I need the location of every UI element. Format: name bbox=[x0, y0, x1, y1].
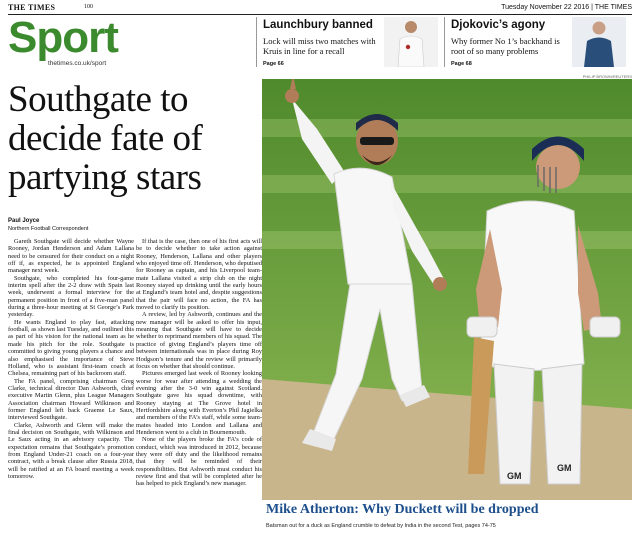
svg-text:GM: GM bbox=[557, 463, 572, 473]
paragraph: Southgate, who completed his four-game interim spell after the 2-2 draw with Spain last week, underwent a formal interview for the permanent position in front of a five-man panel during a three-hour meeting at St George’s Park yesterday. bbox=[8, 274, 134, 319]
cricket-photo bbox=[262, 79, 632, 500]
teaser-djokovic bbox=[444, 17, 632, 67]
teaser-text: Lock will miss two matches with Kruis in line for a recall bbox=[263, 36, 376, 56]
teaser-launchbury bbox=[256, 17, 444, 67]
page-number: 100 bbox=[84, 4, 93, 10]
paragraph: He wants England to play fast, attacking football, as shown last Tuesday, and outlined this as part of his vision for the national team as he made his pitch for the role. Southgate is committed to giving young players a chance and also emphasised the importance of Steve Holland, who is assistant first-team coach at Chelsea, remaining part of his backroom staff. bbox=[8, 318, 134, 378]
byline: Paul Joyce bbox=[8, 218, 40, 224]
paragraph: Pictures emerged last week of Rooney looking worse for wear after attending a wedding the evening after the 3-0 win against Scotland. Southgate gave his squad downtime, with Rooney staying at The Grove hotel in Hertfordshire along with Everton’s Phil Jagielka and members of the FA’s staff, while some team-mates headed into London and Lallana and Henderson went to a club in Bournemouth. bbox=[136, 370, 262, 436]
photo-caption-title: Mike Atherton: Why Duckett will be dropped bbox=[266, 502, 539, 517]
paragraph: None of the players broke the FA’s code of conduct, which was introduced in 2012, because they were off duty and the likelihood remains that they will be reminded of their responsibilities. But Ashworth must conduct his review first and that will be completed after he has helped to pick England’s new manager. bbox=[136, 436, 262, 488]
teaser-title: Launchbury banned bbox=[263, 19, 373, 31]
paragraph: Clarke, Ashworth and Glenn will make the final decision on Southgate, with Wilkinson and Le Saux acting in an advisory capacity. The expectation remains that Southgate’s promotion from England Under-21 coach on a four-year contract, with a break clause after Russia 2018, will be ratified at an FA board meeting a week tomorrow. bbox=[8, 421, 134, 480]
rugby-player-photo bbox=[384, 17, 438, 67]
teaser-text: Why former No 1’s backhand is root of so many problems bbox=[451, 36, 560, 56]
article-headline: Southgate to decide fate of partying stars bbox=[8, 79, 203, 198]
teaser-title: Djokovic’s agony bbox=[451, 19, 546, 31]
teaser-page: Page 68 bbox=[451, 61, 472, 67]
teaser-page: Page 66 bbox=[263, 61, 284, 67]
paragraph: A review, led by Ashworth, continues and the new manager will be asked to offer his input, meaning that Southgate will have to decide whether to reprimand members of his squad. The practice of giving England’s players time off between internationals was in place during Roy Hodgson’s tenure and the review will primarily focus on whether that should continue. bbox=[136, 311, 262, 370]
paragraph: If that is the case, then one of his first acts will be to decide whether to take action against Rooney, Henderson, Lallana and other players who enjoyed time off. Henderson, who deputised for Rooney as captain, and his Liverpool team-mate Lallana visited a strip club on the night Rooney stayed up drinking until the early hours at England’s team hotel and, despite suggestions that the pair will face no action, the FA has moved to clarify its position. bbox=[136, 238, 262, 312]
paragraph: The FA panel, comprising chairman Greg Clarke, technical director Dan Ashworth, chief executive Martin Glenn, plus League Managers Association chairman Howard Wilkinson and former England left back Graeme Le Saux, interviewed Southgate. bbox=[8, 377, 134, 422]
dateline: Tuesday November 22 2016 | THE TIMES bbox=[501, 4, 632, 11]
masthead: THE TIMES bbox=[8, 3, 56, 12]
svg-text:GM: GM bbox=[507, 471, 522, 481]
article-column-1 bbox=[8, 238, 134, 536]
cricket-scene bbox=[262, 79, 632, 500]
photo-caption-text: Batsman out for a duck as England crumble to defeat by India in the second Test, pages 74-75 bbox=[266, 523, 496, 529]
section-title: Sport bbox=[8, 13, 118, 62]
byline-role: Northern Football Correspondent bbox=[8, 226, 89, 232]
photo-credit: PHILIP BROWN/REUTERS bbox=[582, 74, 632, 79]
section-url: thetimes.co.uk/sport bbox=[48, 60, 107, 67]
paragraph: Gareth Southgate will decide whether Wayne Rooney, Jordan Henderson and Adam Lallana need to be censured for their conduct on a night off if, as expected, he is appointed England manager next week. bbox=[8, 238, 134, 275]
tennis-player-photo bbox=[572, 17, 626, 67]
article-column-2 bbox=[136, 238, 262, 536]
